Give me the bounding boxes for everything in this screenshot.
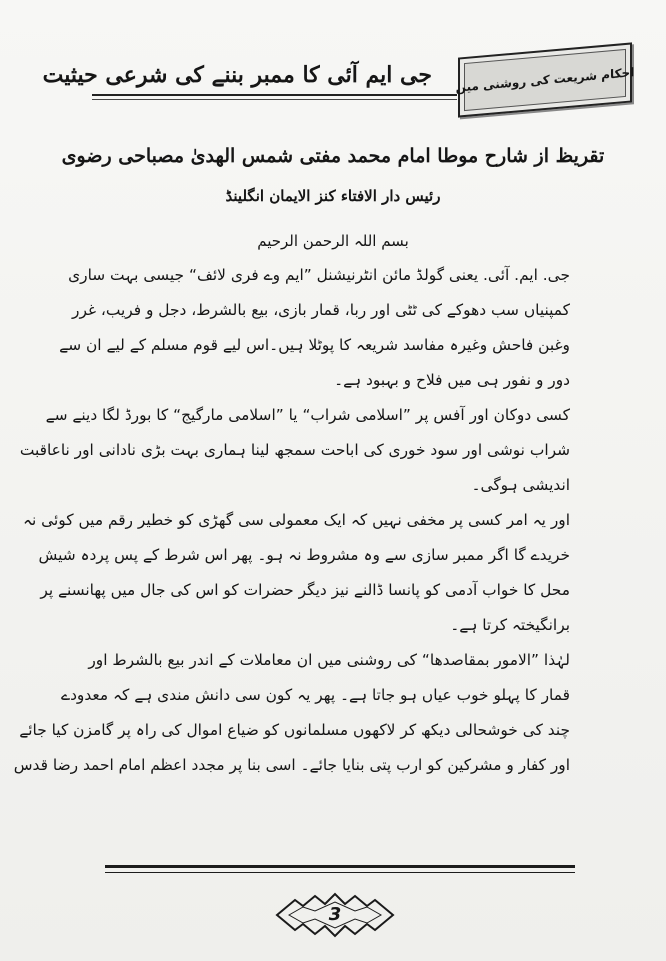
body-text <box>13 258 570 783</box>
text-line: اندیشی ہوگی۔ <box>471 476 570 494</box>
text-line: جی. ایم. آئی. یعنی گولڈ مائن انٹرنیشنل ”ایم وے فری لائف“ جیسی بہت ساری <box>68 266 570 284</box>
text-line: اور کفار و مشرکین کو ارب پتی بنایا جائے۔ اسی بنا پر مجدد اعظم امام احمد رضا قدس <box>13 756 570 774</box>
header-rule-thin <box>92 99 457 100</box>
text-line: وغبن فاحش وغیرہ مفاسد شریعہ کا پوٹلا ہیں۔اس لیے قوم مسلم کے لیے ان سے <box>59 336 570 354</box>
text-line: اور یہ امر کسی پر مخفی نہیں کہ ایک معمولی سی گھڑی کو خطیر رقم میں کوئی نہ <box>22 511 570 529</box>
text-line: چند کی خوشحالی دیکھ کر لاکھوں مسلمانوں کو ضیاع اموال کی راہ پر گامزن کیا جائے <box>19 721 570 739</box>
footer-rule <box>105 865 575 868</box>
chapter-title: جی ایم آئی کا ممبر بننے کی شرعی حیثیت <box>42 62 432 88</box>
text-line: لہٰذا ”الامور بمقاصدھا“ کی روشنی میں ان معاملات کے اندر بیع بالشرط اور <box>88 651 570 669</box>
text-line: محل کا خواب آدمی کو پانسا ڈالنے نیز دیگر حضرات کو اس کی جال میں پھانسنے پر <box>40 581 570 599</box>
text-line: شراب نوشی اور سود خوری کی اباحت سمجھ لینا ہماری بہت بڑی نادانی اور ناعاقبت <box>19 441 570 459</box>
text-line: کسی دوکان اور آفس پر ”اسلامی شراب“ یا ”اسلامی مارگیج“ کا بورڈ لگا دینے سے <box>45 406 570 424</box>
text-line: برانگیختہ کرتا ہے۔ <box>450 616 570 634</box>
badge-text: احکام شریعت کی روشنی میں <box>455 65 635 95</box>
footer-rule-thin <box>105 872 575 873</box>
foreword-title: تقریظ از شارح موطا امام محمد مفتی شمس الھدیٰ مصباحی رضوی <box>61 145 605 167</box>
book-title-badge <box>455 42 635 117</box>
text-line: کمپنیاں سب دھوکے کی ٹٹی اور ربا، قمار بازی، بیع بالشرط، دجل و فریب، غرر <box>72 301 570 319</box>
page-number: 3 <box>328 904 342 925</box>
header-rule <box>92 94 457 96</box>
text-line: خریدے گا اگر ممبر سازی سے وہ مشروط نہ ہو۔ پھر اس شرط کے پس پردہ شیش <box>38 546 570 564</box>
foreword-subtitle: رئیس دار الافتاء کنز الایمان انگلینڈ <box>225 187 441 205</box>
badge-frame <box>455 49 635 111</box>
text-line: قمار کا پہلو خوب عیاں ہو جاتا ہے۔ پھر یہ کون سی دانش مندی ہے کہ معدودے <box>61 686 570 704</box>
text-line: دور و نفور ہی میں فلاح و بہبود ہے۔ <box>334 371 570 389</box>
page-number-ornament <box>275 892 395 938</box>
page-header <box>42 50 635 108</box>
basmala: بسم اللہ الرحمن الرحیم <box>257 232 409 250</box>
